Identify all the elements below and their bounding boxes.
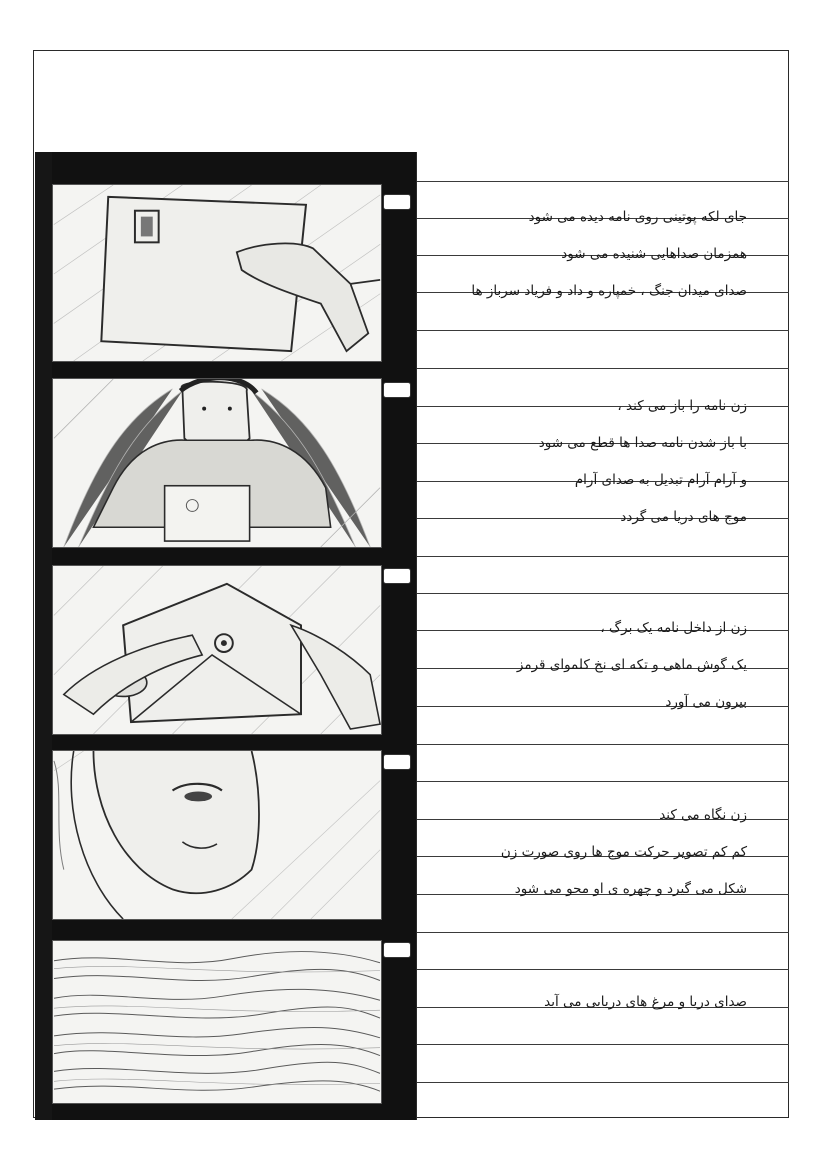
letter-sketch <box>53 185 381 361</box>
storyboard-frame-2 <box>52 378 382 548</box>
note-line: بیرون می آورد <box>665 694 747 710</box>
note-line: زن نگاه می کند <box>659 807 747 823</box>
sprocket-hole-4 <box>383 754 411 770</box>
sprocket-hole-5 <box>383 942 411 958</box>
rule-line <box>417 593 789 594</box>
film-strip <box>35 152 416 1120</box>
rule-line <box>417 1082 789 1083</box>
sprocket-hole-3 <box>383 568 411 584</box>
woman-face-sketch <box>53 751 381 919</box>
note-line: همزمان صداهایی شنیده می شود <box>561 246 747 262</box>
rule-line <box>417 1044 789 1045</box>
storyboard-frame-5 <box>52 940 382 1104</box>
note-line: جای لکه پوتینی روی نامه دیده می شود <box>528 209 747 225</box>
rule-line <box>417 781 789 782</box>
rule-line <box>417 368 789 369</box>
header-area <box>33 50 789 154</box>
panel-3-notes <box>437 610 747 721</box>
note-line: کم کم تصویر حرکت موج ها روی صورت زن <box>500 844 747 860</box>
panel-1-notes <box>437 199 747 310</box>
rule-line <box>417 969 789 970</box>
note-line: با باز شدن نامه صدا ها قطع می شود <box>538 435 747 451</box>
note-line: یک گوش ماهی و تکه ای نخ کلموای قرمز <box>516 657 747 673</box>
note-line: صدای دریا و مرغ های دریایی می آید <box>544 994 747 1010</box>
rule-line <box>417 932 789 933</box>
storyboard-frame-1 <box>52 184 382 362</box>
sprocket-hole-1 <box>383 194 411 210</box>
rule-line <box>417 181 789 182</box>
rule-line <box>417 744 789 745</box>
sea-waves-sketch <box>53 941 381 1103</box>
woman-letter-sketch <box>53 379 381 547</box>
note-line: زن نامه را باز می کند ، <box>617 398 747 414</box>
note-line: شکل می گیرد و چهره ی او محو می شود <box>514 881 747 897</box>
panel-4-notes <box>437 797 747 908</box>
envelope-shell-sketch <box>53 566 381 734</box>
notes-column <box>416 152 789 1120</box>
storyboard-frame-4 <box>52 750 382 920</box>
note-line: زن از داخل نامه یک برگ ، <box>600 620 747 636</box>
rule-line <box>417 556 789 557</box>
panel-2-notes <box>437 388 747 536</box>
sprocket-hole-2 <box>383 382 411 398</box>
note-line: صدای میدان جنگ ، خمپاره و داد و فریاد سرباز ها <box>471 283 747 299</box>
storyboard-frame-3 <box>52 565 382 735</box>
panel-5-notes <box>437 984 747 1021</box>
note-line: و آرام آرام تبدیل به صدای آرام <box>574 472 747 488</box>
rule-line <box>417 330 789 331</box>
note-line: موج های دریا می گردد <box>620 509 747 525</box>
film-strip-edge <box>35 152 52 1120</box>
